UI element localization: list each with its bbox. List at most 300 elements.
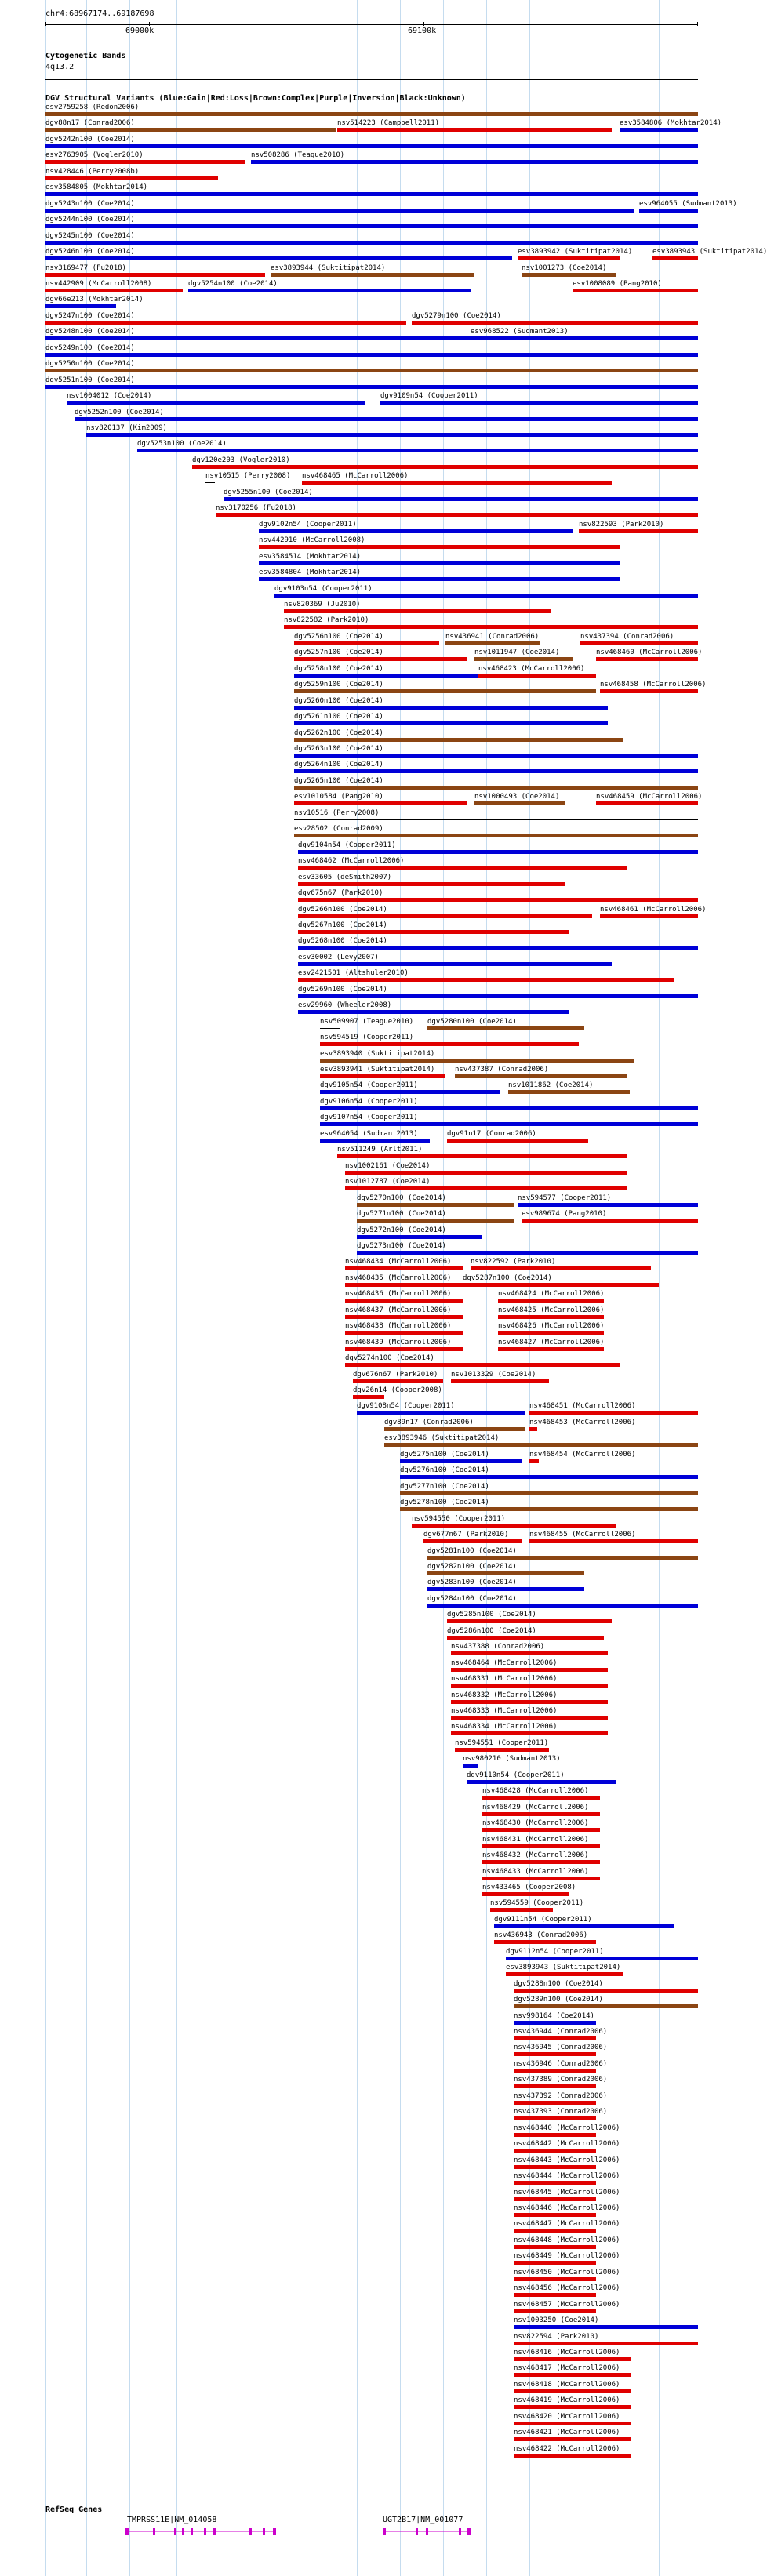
variant-bar[interactable]	[45, 192, 698, 196]
variant-bar[interactable]	[514, 2084, 596, 2088]
variant-label[interactable]: nsv468456 (McCarroll2006)	[514, 2284, 620, 2293]
variant-label[interactable]: dgv675n67 (Park2010)	[298, 889, 384, 898]
variant-label[interactable]: nsv594577 (Cooper2011)	[518, 1194, 612, 1202]
variant-bar[interactable]	[482, 1892, 569, 1896]
variant-bar[interactable]	[345, 1299, 463, 1303]
variant-bar[interactable]	[514, 2373, 631, 2377]
variant-label[interactable]: dgv5285n100 (Coe2014)	[447, 1611, 536, 1619]
variant-label[interactable]: nsv1004012 (Coe2014)	[67, 392, 152, 401]
variant-bar[interactable]	[451, 1700, 608, 1704]
variant-bar[interactable]	[412, 321, 698, 325]
variant-label[interactable]: esv3893942 (Suktitipat2014)	[518, 248, 633, 256]
variant-bar[interactable]	[259, 529, 573, 533]
variant-label[interactable]: nsv468451 (McCarroll2006)	[529, 1402, 636, 1411]
variant-label[interactable]: nsv468434 (McCarroll2006)	[345, 1258, 452, 1266]
variant-bar[interactable]	[423, 1539, 522, 1543]
variant-label[interactable]: nsv437394 (Conrad2006)	[580, 632, 674, 641]
variant-label[interactable]: nsv468445 (McCarroll2006)	[514, 2188, 620, 2196]
variant-bar[interactable]	[45, 353, 698, 357]
variant-bar[interactable]	[294, 834, 698, 837]
variant-bar[interactable]	[251, 160, 698, 164]
variant-label[interactable]: esv964055 (Sudmant2013)	[639, 199, 737, 208]
variant-bar[interactable]	[45, 273, 265, 277]
variant-label[interactable]: nsv820369 (Ju2010)	[284, 600, 361, 609]
variant-label[interactable]: nsv1001273 (Coe2014)	[522, 263, 607, 272]
variant-label[interactable]: nsv468417 (McCarroll2006)	[514, 2364, 620, 2373]
variant-bar[interactable]	[384, 1427, 525, 1431]
variant-label[interactable]: nsv468455 (McCarroll2006)	[529, 1531, 636, 1539]
variant-bar[interactable]	[463, 1764, 478, 1768]
variant-label[interactable]: nsv10516 (Perry2008)	[294, 808, 380, 817]
variant-bar[interactable]	[320, 1106, 698, 1110]
variant-label[interactable]: nsv433465 (Cooper2008)	[482, 1883, 576, 1891]
variant-bar[interactable]	[514, 2021, 596, 2025]
variant-label[interactable]: nsv822593 (Park2010)	[579, 520, 664, 529]
variant-bar[interactable]	[294, 819, 698, 820]
variant-label[interactable]: nsv468440 (McCarroll2006)	[514, 2124, 620, 2132]
variant-label[interactable]: nsv1011947 (Coe2014)	[474, 649, 560, 657]
variant-label[interactable]: nsv436946 (Conrad2006)	[514, 2059, 608, 2068]
variant-label[interactable]: nsv3169477 (Fu2018)	[45, 263, 126, 272]
variant-bar[interactable]	[259, 577, 620, 581]
variant-bar[interactable]	[294, 689, 596, 693]
variant-label[interactable]: nsv468458 (McCarroll2006)	[600, 681, 707, 689]
variant-bar[interactable]	[596, 657, 698, 661]
variant-bar[interactable]	[45, 160, 245, 164]
variant-label[interactable]: nsv468450 (McCarroll2006)	[514, 2268, 620, 2276]
variant-bar[interactable]	[514, 2261, 596, 2265]
variant-label[interactable]: nsv468426 (McCarroll2006)	[498, 1322, 605, 1331]
variant-label[interactable]: dgv5274n100 (Coe2014)	[345, 1354, 434, 1363]
variant-label[interactable]: dgv5242n100 (Coe2014)	[45, 135, 135, 144]
variant-label[interactable]: nsv468459 (McCarroll2006)	[596, 793, 703, 801]
variant-label[interactable]: nsv468438 (McCarroll2006)	[345, 1322, 452, 1331]
variant-bar[interactable]	[447, 1139, 588, 1143]
variant-bar[interactable]	[573, 289, 698, 292]
variant-bar[interactable]	[455, 1748, 549, 1752]
variant-bar[interactable]	[400, 1491, 698, 1495]
variant-label[interactable]: nsv428446 (Perry2008b)	[45, 167, 140, 176]
variant-bar[interactable]	[357, 1251, 698, 1255]
variant-bar[interactable]	[298, 1010, 569, 1014]
variant-bar[interactable]	[498, 1347, 604, 1351]
variant-label[interactable]: esv964054 (Sudmant2013)	[320, 1129, 418, 1138]
variant-bar[interactable]	[274, 594, 698, 598]
variant-bar[interactable]	[508, 1090, 630, 1094]
variant-label[interactable]: nsv822592 (Park2010)	[471, 1258, 556, 1266]
variant-bar[interactable]	[506, 1972, 623, 1976]
variant-label[interactable]: dgv88n17 (Conrad2006)	[45, 119, 135, 128]
variant-label[interactable]: dgv9108n54 (Cooper2011)	[357, 1402, 455, 1411]
variant-label[interactable]: dgv120e203 (Vogler2010)	[192, 456, 290, 464]
variant-label[interactable]: dgv5282n100 (Coe2014)	[427, 1562, 517, 1571]
variant-label[interactable]: nsv998164 (Coe2014)	[514, 2011, 594, 2020]
variant-bar[interactable]	[45, 256, 512, 260]
variant-bar[interactable]	[596, 801, 698, 805]
variant-bar[interactable]	[482, 1812, 600, 1816]
variant-label[interactable]: dgv9104n54 (Cooper2011)	[298, 841, 396, 849]
variant-bar[interactable]	[455, 1074, 627, 1078]
variant-bar[interactable]	[514, 2149, 596, 2153]
variant-label[interactable]: nsv1002161 (Coe2014)	[345, 1161, 431, 1170]
variant-label[interactable]: nsv468332 (McCarroll2006)	[451, 1691, 558, 1699]
variant-bar[interactable]	[45, 336, 698, 340]
variant-bar[interactable]	[427, 1571, 584, 1575]
variant-label[interactable]: dgv5268n100 (Coe2014)	[298, 937, 387, 946]
variant-label[interactable]: dgv5272n100 (Coe2014)	[357, 1226, 446, 1234]
variant-label[interactable]: dgv26n14 (Cooper2008)	[353, 1386, 442, 1394]
variant-label[interactable]: nsv468436 (McCarroll2006)	[345, 1290, 452, 1299]
variant-bar[interactable]	[298, 914, 592, 918]
variant-bar[interactable]	[298, 994, 698, 998]
variant-bar[interactable]	[451, 1731, 608, 1735]
variant-label[interactable]: dgv5288n100 (Coe2014)	[514, 1979, 603, 1988]
variant-label[interactable]: nsv468333 (McCarroll2006)	[451, 1707, 558, 1715]
variant-label[interactable]: dgv5261n100 (Coe2014)	[294, 713, 384, 721]
variant-bar[interactable]	[514, 2309, 596, 2313]
variant-bar[interactable]	[600, 689, 698, 693]
variant-bar[interactable]	[345, 1363, 620, 1367]
variant-label[interactable]: dgv5279n100 (Coe2014)	[412, 311, 501, 320]
variant-label[interactable]: nsv468421 (McCarroll2006)	[514, 2429, 620, 2437]
variant-label[interactable]: dgv5244n100 (Coe2014)	[45, 216, 135, 224]
variant-bar[interactable]	[514, 2422, 631, 2425]
variant-label[interactable]: nsv468432 (McCarroll2006)	[482, 1851, 589, 1860]
variant-label[interactable]: dgv676n67 (Park2010)	[353, 1370, 438, 1379]
variant-label[interactable]: dgv5280n100 (Coe2014)	[427, 1017, 517, 1026]
variant-label[interactable]: nsv468334 (McCarroll2006)	[451, 1723, 558, 1731]
variant-bar[interactable]	[284, 625, 698, 629]
variant-label[interactable]: esv2759258 (Redon2006)	[45, 104, 140, 111]
variant-bar[interactable]	[45, 112, 698, 116]
variant-label[interactable]: dgv5289n100 (Coe2014)	[514, 1996, 603, 2004]
variant-bar[interactable]	[320, 1074, 445, 1078]
variant-bar[interactable]	[482, 1844, 600, 1848]
variant-bar[interactable]	[451, 1379, 549, 1383]
variant-bar[interactable]	[298, 962, 612, 966]
variant-bar[interactable]	[412, 1524, 616, 1528]
variant-bar[interactable]	[514, 2325, 698, 2329]
variant-bar[interactable]	[320, 1122, 698, 1126]
variant-bar[interactable]	[294, 754, 698, 758]
variant-label[interactable]: nsv1012787 (Coe2014)	[345, 1178, 431, 1186]
variant-bar[interactable]	[400, 1507, 698, 1511]
variant-label[interactable]: dgv9106n54 (Cooper2011)	[320, 1097, 418, 1106]
variant-label[interactable]: nsv468418 (McCarroll2006)	[514, 2380, 620, 2389]
variant-bar[interactable]	[498, 1299, 604, 1303]
variant-label[interactable]: dgv5247n100 (Coe2014)	[45, 311, 135, 320]
variant-bar[interactable]	[478, 674, 596, 678]
variant-label[interactable]: nsv442910 (McCarroll2008)	[259, 536, 365, 545]
variant-bar[interactable]	[271, 273, 474, 277]
variant-bar[interactable]	[298, 930, 569, 934]
variant-label[interactable]: esv968522 (Sudmant2013)	[471, 328, 569, 336]
variant-label[interactable]: esv2421501 (Altshuler2010)	[298, 969, 409, 978]
variant-bar[interactable]	[45, 385, 698, 389]
variant-bar[interactable]	[294, 801, 467, 805]
variant-bar[interactable]	[427, 1026, 584, 1030]
variant-bar[interactable]	[320, 1028, 340, 1029]
variant-label[interactable]: esv3893940 (Suktitipat2014)	[320, 1049, 435, 1058]
variant-label[interactable]: dgv9105n54 (Cooper2011)	[320, 1081, 418, 1090]
variant-bar[interactable]	[188, 289, 471, 292]
variant-bar[interactable]	[45, 321, 406, 325]
variant-bar[interactable]	[514, 1989, 698, 1993]
variant-label[interactable]: esv3893941 (Suktitipat2014)	[320, 1066, 435, 1074]
variant-bar[interactable]	[514, 2036, 596, 2040]
variant-label[interactable]: nsv468442 (McCarroll2006)	[514, 2140, 620, 2149]
variant-label[interactable]: nsv1013329 (Coe2014)	[451, 1370, 536, 1379]
variant-bar[interactable]	[514, 2342, 698, 2345]
variant-bar[interactable]	[205, 482, 215, 483]
variant-bar[interactable]	[579, 529, 698, 533]
variant-bar[interactable]	[474, 657, 573, 661]
variant-bar[interactable]	[284, 609, 551, 613]
variant-label[interactable]: dgv5257n100 (Coe2014)	[294, 649, 384, 657]
variant-label[interactable]: dgv5253n100 (Coe2014)	[137, 440, 227, 449]
variant-bar[interactable]	[45, 224, 698, 228]
variant-bar[interactable]	[294, 721, 608, 725]
variant-label[interactable]: dgv5249n100 (Coe2014)	[45, 343, 135, 352]
variant-bar[interactable]	[514, 2277, 596, 2281]
variant-bar[interactable]	[514, 2004, 698, 2008]
variant-bar[interactable]	[514, 2357, 631, 2361]
variant-label[interactable]: esv3893943 (Suktitipat2014)	[506, 1964, 621, 1972]
variant-label[interactable]: dgv5287n100 (Coe2014)	[463, 1273, 552, 1282]
variant-bar[interactable]	[514, 2101, 596, 2105]
variant-bar[interactable]	[384, 1443, 698, 1447]
variant-label[interactable]: esv3893943 (Suktitipat2014)	[652, 248, 767, 256]
variant-bar[interactable]	[294, 641, 439, 645]
variant-label[interactable]: nsv822594 (Park2010)	[514, 2332, 599, 2341]
variant-label[interactable]: dgv5266n100 (Coe2014)	[298, 905, 387, 914]
variant-label[interactable]: nsv436945 (Conrad2006)	[514, 2044, 608, 2052]
variant-bar[interactable]	[514, 2229, 596, 2233]
variant-label[interactable]: dgv9102n54 (Cooper2011)	[259, 520, 357, 529]
variant-bar[interactable]	[427, 1587, 584, 1591]
variant-label[interactable]: nsv10515 (Perry2008)	[205, 472, 291, 481]
variant-bar[interactable]	[447, 1636, 604, 1640]
refseq-gene-label[interactable]: TMPRSS11E|NM_014058	[127, 2516, 217, 2524]
variant-label[interactable]: esv989674 (Pang2010)	[522, 1210, 607, 1219]
variant-label[interactable]: dgv5263n100 (Coe2014)	[294, 745, 384, 753]
variant-bar[interactable]	[447, 1619, 612, 1623]
variant-label[interactable]: dgv5277n100 (Coe2014)	[400, 1482, 489, 1491]
variant-label[interactable]: nsv468427 (McCarroll2006)	[498, 1338, 605, 1346]
variant-bar[interactable]	[400, 1459, 522, 1463]
variant-label[interactable]: dgv66e213 (Mokhtar2014)	[45, 296, 144, 304]
variant-label[interactable]: dgv5258n100 (Coe2014)	[294, 664, 384, 673]
variant-label[interactable]: dgv5252n100 (Coe2014)	[75, 408, 164, 416]
variant-bar[interactable]	[45, 304, 116, 308]
variant-label[interactable]: nsv468460 (McCarroll2006)	[596, 649, 703, 657]
variant-bar[interactable]	[345, 1315, 463, 1319]
variant-bar[interactable]	[514, 2213, 596, 2217]
variant-bar[interactable]	[514, 2181, 596, 2185]
variant-label[interactable]: nsv436943 (Conrad2006)	[494, 1931, 588, 1940]
variant-label[interactable]: nsv468422 (McCarroll2006)	[514, 2444, 620, 2453]
variant-bar[interactable]	[320, 1059, 634, 1063]
variant-bar[interactable]	[259, 561, 620, 565]
variant-label[interactable]: nsv468462 (McCarroll2006)	[298, 857, 405, 866]
variant-label[interactable]: nsv437387 (Conrad2006)	[455, 1066, 549, 1074]
variant-label[interactable]: dgv5264n100 (Coe2014)	[294, 761, 384, 769]
variant-label[interactable]: dgv5246n100 (Coe2014)	[45, 248, 135, 256]
variant-label[interactable]: dgv9109n54 (Cooper2011)	[380, 392, 478, 401]
variant-bar[interactable]	[580, 641, 698, 645]
variant-bar[interactable]	[345, 1171, 627, 1175]
variant-label[interactable]: esv30002 (Levy2007)	[298, 953, 379, 961]
variant-label[interactable]: dgv5248n100 (Coe2014)	[45, 328, 135, 336]
variant-bar[interactable]	[294, 769, 698, 773]
variant-label[interactable]: dgv5273n100 (Coe2014)	[357, 1241, 446, 1250]
variant-label[interactable]: nsv594519 (Cooper2011)	[320, 1034, 414, 1042]
variant-label[interactable]: nsv468433 (McCarroll2006)	[482, 1867, 589, 1876]
variant-label[interactable]: dgv5270n100 (Coe2014)	[357, 1194, 446, 1202]
variant-bar[interactable]	[320, 1139, 430, 1143]
variant-label[interactable]: esv3893946 (Suktitipat2014)	[384, 1434, 500, 1443]
variant-bar[interactable]	[357, 1203, 514, 1207]
variant-label[interactable]: nsv468439 (McCarroll2006)	[345, 1338, 452, 1346]
variant-label[interactable]: nsv468429 (McCarroll2006)	[482, 1803, 589, 1811]
variant-bar[interactable]	[518, 1203, 698, 1207]
variant-bar[interactable]	[514, 2437, 631, 2441]
variant-label[interactable]: esv3584804 (Mokhtar2014)	[259, 569, 362, 577]
variant-bar[interactable]	[490, 1908, 553, 1912]
variant-label[interactable]: nsv468446 (McCarroll2006)	[514, 2204, 620, 2212]
variant-label[interactable]: nsv468447 (McCarroll2006)	[514, 2220, 620, 2229]
variant-label[interactable]: dgv5271n100 (Coe2014)	[357, 1210, 446, 1219]
variant-bar[interactable]	[400, 1475, 698, 1479]
refseq-gene-label[interactable]: UGT2B17|NM_001077	[383, 2516, 463, 2524]
variant-bar[interactable]	[67, 401, 365, 405]
variant-bar[interactable]	[294, 657, 467, 661]
variant-label[interactable]: dgv5260n100 (Coe2014)	[294, 696, 384, 705]
variant-label[interactable]: nsv436944 (Conrad2006)	[514, 2028, 608, 2036]
variant-bar[interactable]	[482, 1860, 600, 1864]
variant-bar[interactable]	[620, 128, 698, 132]
variant-bar[interactable]	[298, 946, 698, 950]
variant-label[interactable]: dgv9110n54 (Cooper2011)	[467, 1771, 565, 1779]
variant-label[interactable]: nsv594559 (Cooper2011)	[490, 1899, 584, 1908]
variant-label[interactable]: nsv594550 (Cooper2011)	[412, 1514, 506, 1523]
variant-label[interactable]: nsv468420 (McCarroll2006)	[514, 2412, 620, 2421]
variant-label[interactable]: nsv468453 (McCarroll2006)	[529, 1418, 636, 1426]
variant-bar[interactable]	[529, 1459, 539, 1463]
variant-bar[interactable]	[345, 1347, 463, 1351]
variant-bar[interactable]	[427, 1604, 698, 1608]
variant-label[interactable]: dgv5262n100 (Coe2014)	[294, 728, 384, 737]
variant-bar[interactable]	[427, 1556, 698, 1560]
variant-label[interactable]: nsv468465 (McCarroll2006)	[302, 472, 409, 481]
variant-label[interactable]: dgv5245n100 (Coe2014)	[45, 231, 135, 240]
variant-label[interactable]: nsv980210 (Sudmant2013)	[463, 1755, 561, 1764]
variant-bar[interactable]	[298, 882, 565, 886]
variant-bar[interactable]	[652, 256, 698, 260]
variant-label[interactable]: esv33605 (deSmith2007)	[298, 873, 392, 881]
variant-bar[interactable]	[514, 2052, 596, 2056]
variant-bar[interactable]	[357, 1411, 525, 1415]
variant-bar[interactable]	[86, 433, 698, 437]
variant-bar[interactable]	[192, 465, 698, 469]
variant-label[interactable]: dgv677n67 (Park2010)	[423, 1531, 509, 1539]
variant-label[interactable]: dgv5284n100 (Coe2014)	[427, 1594, 517, 1603]
variant-bar[interactable]	[345, 1331, 463, 1335]
variant-label[interactable]: esv29960 (Wheeler2008)	[298, 1001, 392, 1010]
variant-bar[interactable]	[471, 1266, 651, 1270]
variant-bar[interactable]	[45, 289, 183, 292]
variant-bar[interactable]	[75, 417, 698, 421]
variant-label[interactable]: nsv437392 (Conrad2006)	[514, 2091, 608, 2100]
variant-bar[interactable]	[529, 1539, 698, 1543]
variant-bar[interactable]	[294, 738, 623, 742]
variant-bar[interactable]	[298, 850, 698, 854]
variant-bar[interactable]	[600, 914, 698, 918]
variant-label[interactable]: dgv5286n100 (Coe2014)	[447, 1626, 536, 1635]
variant-bar[interactable]	[514, 2405, 631, 2409]
variant-label[interactable]: nsv468430 (McCarroll2006)	[482, 1819, 589, 1828]
variant-label[interactable]: nsv468419 (McCarroll2006)	[514, 2396, 620, 2405]
variant-label[interactable]: dgv9103n54 (Cooper2011)	[274, 584, 373, 593]
variant-label[interactable]: nsv511249 (Arlt2011)	[337, 1146, 423, 1154]
variant-bar[interactable]	[345, 1266, 463, 1270]
variant-bar[interactable]	[518, 256, 620, 260]
variant-label[interactable]: nsv1000493 (Coe2014)	[474, 793, 560, 801]
variant-label[interactable]: esv2763905 (Vogler2010)	[45, 151, 144, 160]
variant-label[interactable]: nsv468437 (McCarroll2006)	[345, 1306, 452, 1314]
variant-bar[interactable]	[224, 497, 698, 501]
variant-bar[interactable]	[337, 1154, 627, 1158]
variant-label[interactable]: nsv437393 (Conrad2006)	[514, 2108, 608, 2116]
variant-label[interactable]: dgv89n17 (Conrad2006)	[384, 1418, 474, 1426]
variant-bar[interactable]	[337, 128, 612, 132]
variant-bar[interactable]	[45, 128, 336, 132]
variant-bar[interactable]	[639, 209, 698, 213]
variant-bar[interactable]	[529, 1411, 698, 1415]
variant-label[interactable]: nsv436941 (Conrad2006)	[445, 632, 540, 641]
variant-bar[interactable]	[506, 1957, 698, 1960]
variant-label[interactable]: dgv5276n100 (Coe2014)	[400, 1466, 489, 1475]
variant-bar[interactable]	[216, 513, 698, 517]
variant-bar[interactable]	[451, 1651, 608, 1655]
variant-label[interactable]: dgv5278n100 (Coe2014)	[400, 1499, 489, 1507]
variant-label[interactable]: dgv5265n100 (Coe2014)	[294, 776, 384, 785]
variant-label[interactable]: nsv468425 (McCarroll2006)	[498, 1306, 605, 1314]
variant-bar[interactable]	[482, 1796, 600, 1800]
variant-label[interactable]: nsv468435 (McCarroll2006)	[345, 1273, 452, 1282]
variant-bar[interactable]	[514, 2116, 596, 2120]
variant-label[interactable]: nsv468428 (McCarroll2006)	[482, 1787, 589, 1796]
variant-label[interactable]: dgv5255n100 (Coe2014)	[224, 488, 313, 496]
variant-bar[interactable]	[302, 481, 612, 485]
variant-bar[interactable]	[463, 1283, 659, 1287]
variant-bar[interactable]	[482, 1828, 600, 1832]
variant-bar[interactable]	[522, 1219, 698, 1223]
variant-bar[interactable]	[451, 1684, 608, 1688]
variant-label[interactable]: nsv468424 (McCarroll2006)	[498, 1290, 605, 1299]
variant-label[interactable]: nsv508286 (Teague2010)	[251, 151, 345, 160]
variant-bar[interactable]	[482, 1877, 600, 1880]
variant-label[interactable]: esv3584805 (Mokhtar2014)	[45, 183, 148, 192]
variant-label[interactable]: dgv91n17 (Conrad2006)	[447, 1129, 536, 1138]
variant-label[interactable]: nsv437389 (Conrad2006)	[514, 2076, 608, 2084]
variant-bar[interactable]	[320, 1090, 500, 1094]
variant-label[interactable]: nsv468464 (McCarroll2006)	[451, 1659, 558, 1667]
variant-label[interactable]: nsv468449 (McCarroll2006)	[514, 2252, 620, 2261]
variant-label[interactable]: dgv5243n100 (Coe2014)	[45, 199, 135, 208]
variant-label[interactable]: dgv5275n100 (Coe2014)	[400, 1450, 489, 1459]
variant-label[interactable]: nsv468457 (McCarroll2006)	[514, 2300, 620, 2309]
